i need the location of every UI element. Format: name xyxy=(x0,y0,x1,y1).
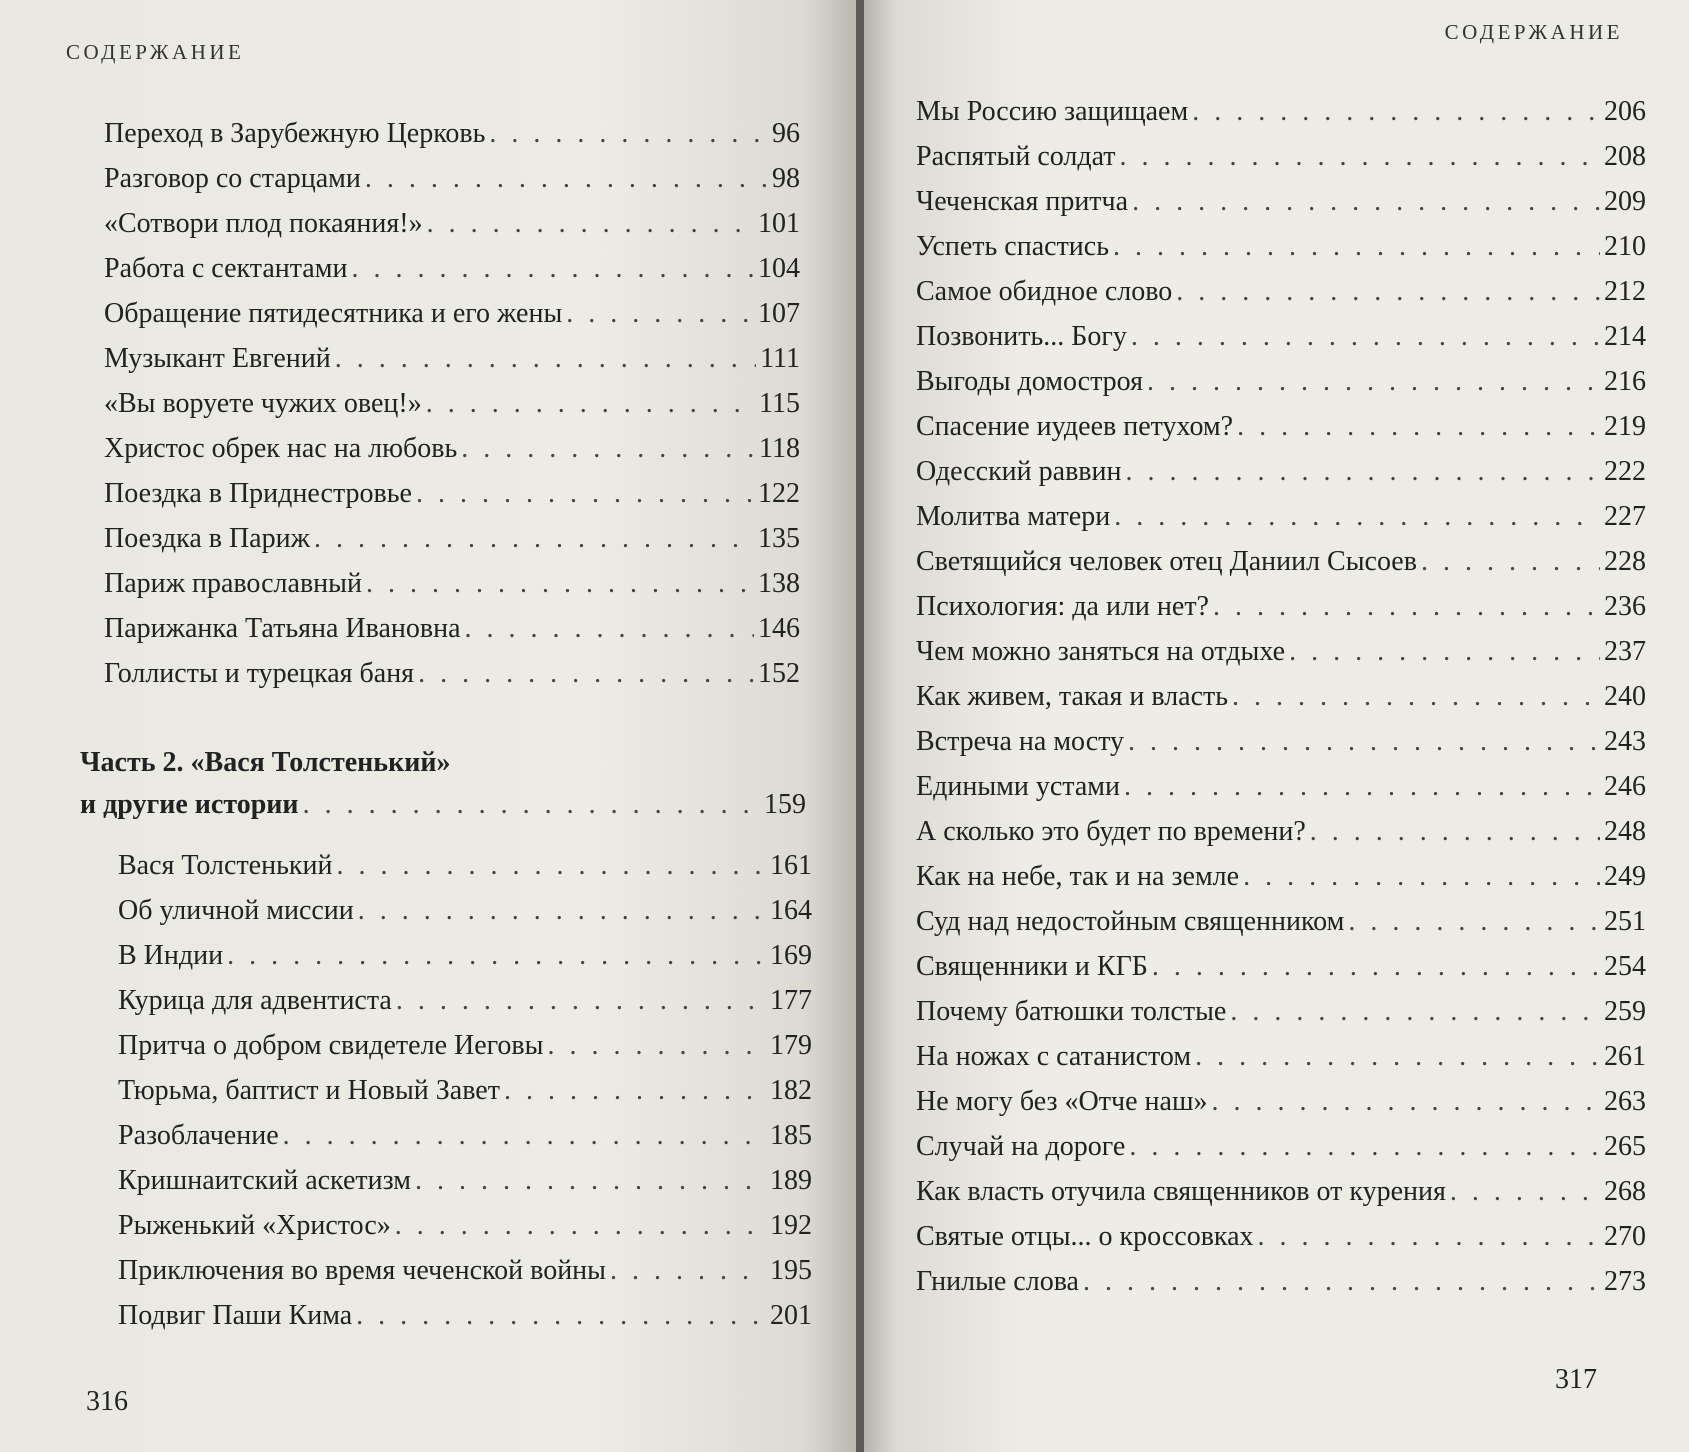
running-head: СОДЕРЖАНИЕ xyxy=(1444,20,1623,44)
dot-leader xyxy=(547,1023,766,1068)
toc-entry xyxy=(104,111,800,156)
dot-leader xyxy=(1114,494,1600,539)
toc-entry xyxy=(916,314,1646,359)
dot-leader xyxy=(1152,944,1600,989)
toc-entry-title: Как живем, такая и власть xyxy=(916,681,1229,712)
toc-entry xyxy=(118,1203,812,1248)
toc-entry-page: 240 xyxy=(1604,681,1646,712)
toc-entry-title: Христос обрек нас на любовь xyxy=(104,433,458,464)
toc-entry xyxy=(104,381,800,426)
dot-leader xyxy=(1131,314,1600,359)
dot-leader xyxy=(1192,89,1600,134)
toc-entry-page: 96 xyxy=(772,118,800,149)
dot-leader xyxy=(1450,1169,1600,1214)
dot-leader xyxy=(314,516,754,561)
toc-entry-title: Как на небе, так и на земле xyxy=(916,861,1240,892)
dot-leader xyxy=(358,888,766,933)
toc-entry xyxy=(118,1023,812,1068)
dot-leader xyxy=(1213,584,1600,629)
dot-leader xyxy=(1176,269,1600,314)
toc-entry-page: 214 xyxy=(1604,321,1646,352)
dot-leader xyxy=(1258,1214,1600,1259)
dot-leader xyxy=(461,426,755,471)
toc-entry xyxy=(104,606,800,651)
toc-entry-title: Позвонить... Богу xyxy=(916,321,1127,352)
toc-entry-title: Поездка в Приднестровье xyxy=(104,478,412,509)
toc-entry xyxy=(916,629,1646,674)
toc-entry xyxy=(916,1214,1646,1259)
toc-entry-page: 138 xyxy=(758,568,800,599)
dot-leader xyxy=(1129,1124,1600,1169)
toc-entry-title: Курица для адвентиста xyxy=(118,985,392,1016)
dot-leader xyxy=(1195,1034,1600,1079)
dot-leader xyxy=(1113,224,1600,269)
toc-entry xyxy=(916,764,1646,809)
toc-entry-page: 179 xyxy=(770,1030,812,1061)
dot-leader xyxy=(1124,764,1600,809)
dot-leader xyxy=(427,201,754,246)
toc-entry-title: Тюрьма, баптист и Новый Завет xyxy=(118,1075,500,1106)
dot-leader xyxy=(356,1293,766,1338)
toc-entry xyxy=(118,1158,812,1203)
toc-entry xyxy=(104,156,800,201)
dot-leader xyxy=(1120,134,1600,179)
dot-leader xyxy=(1212,1079,1601,1124)
toc-entry-page: 182 xyxy=(770,1075,812,1106)
toc-entry-title: Приключения во время чеченской войны xyxy=(118,1255,606,1286)
dot-leader xyxy=(1348,899,1600,944)
page-number: 317 xyxy=(1555,1364,1597,1395)
toc-entry xyxy=(104,651,800,696)
toc-entry-page: 212 xyxy=(1604,276,1646,307)
toc-entry xyxy=(104,471,800,516)
toc-entry-title: Святые отцы... о кроссовках xyxy=(916,1221,1254,1252)
dot-leader xyxy=(283,1113,766,1158)
toc-entry-page: 201 xyxy=(770,1300,812,1331)
toc-entry-page: 164 xyxy=(770,895,812,926)
toc-entry xyxy=(118,978,812,1023)
toc-entry-title: Одесский раввин xyxy=(916,456,1122,487)
toc-entry-title: Успеть спастись xyxy=(916,231,1109,262)
toc-entry xyxy=(118,843,812,888)
part-heading xyxy=(80,742,806,826)
toc-entry-title: Вася Толстенький xyxy=(118,850,333,881)
part-title-line2: и другие истории xyxy=(80,789,299,820)
dot-leader xyxy=(1421,539,1600,584)
toc-list xyxy=(104,111,800,696)
dot-leader xyxy=(335,336,756,381)
toc-entry xyxy=(916,1259,1646,1304)
toc-entry xyxy=(104,201,800,246)
toc-entry-page: 98 xyxy=(772,163,800,194)
part-title-line1: Часть 2. «Вася Толстенький» xyxy=(80,747,451,778)
toc-entry-page: 161 xyxy=(770,850,812,881)
dot-leader xyxy=(351,246,754,291)
toc-list xyxy=(118,843,812,1338)
dot-leader xyxy=(1310,809,1600,854)
toc-entry-page: 249 xyxy=(1604,861,1646,892)
toc-entry xyxy=(916,404,1646,449)
toc-entry-title: Притча о добром свидетеле Иеговы xyxy=(118,1030,544,1061)
dot-leader xyxy=(1232,674,1600,719)
toc-entry-page: 104 xyxy=(758,253,800,284)
dot-leader xyxy=(489,111,768,156)
toc-entry-title: Не могу без «Отче наш» xyxy=(916,1086,1208,1117)
toc-entry-title: Переход в Зарубежную Церковь xyxy=(104,118,486,149)
dot-leader xyxy=(1289,629,1600,674)
toc-entry-title: Чеченская притча xyxy=(916,186,1129,217)
toc-entry-title: Едиными устами xyxy=(916,771,1120,802)
dot-leader xyxy=(336,843,766,888)
toc-entry xyxy=(118,888,812,933)
dot-leader xyxy=(1237,404,1600,449)
toc-entry-page: 122 xyxy=(758,478,800,509)
part-page-number: 159 xyxy=(764,789,806,820)
dot-leader xyxy=(610,1248,766,1293)
right-page xyxy=(864,0,1689,1452)
toc-entry-title: Разоблачение xyxy=(118,1120,279,1151)
toc-entry-page: 146 xyxy=(758,613,800,644)
toc-entry xyxy=(916,179,1646,224)
toc-entry-title: Гнилые слова xyxy=(916,1266,1079,1297)
toc-entry-title: Чем можно заняться на отдыхе xyxy=(916,636,1286,667)
toc-entry-title: На ножах с сатанистом xyxy=(916,1041,1192,1072)
toc-entry-page: 237 xyxy=(1604,636,1646,667)
dot-leader xyxy=(465,606,754,651)
toc-entry xyxy=(916,584,1646,629)
toc-entry-page: 265 xyxy=(1604,1131,1646,1162)
toc-entry xyxy=(916,1079,1646,1124)
toc-entry-page: 251 xyxy=(1604,906,1646,937)
dot-leader xyxy=(1230,989,1600,1034)
toc-entry-page: 111 xyxy=(760,343,800,374)
toc-entry xyxy=(916,134,1646,179)
toc-entry-page: 261 xyxy=(1604,1041,1646,1072)
dot-leader xyxy=(566,291,754,336)
toc-entry-page: 216 xyxy=(1604,366,1646,397)
toc-entry-page: 107 xyxy=(758,298,800,329)
dot-leader xyxy=(365,156,768,201)
toc-entry-title: Молитва матери xyxy=(916,501,1111,532)
toc-entry-page: 169 xyxy=(770,940,812,971)
toc-entry-title: Поездка в Париж xyxy=(104,523,310,554)
toc-entry xyxy=(104,561,800,606)
dot-leader xyxy=(303,784,760,826)
toc-entry xyxy=(118,1248,812,1293)
toc-entry xyxy=(118,933,812,978)
toc-entry-page: 263 xyxy=(1604,1086,1646,1117)
toc-entry xyxy=(916,539,1646,584)
toc-entry xyxy=(916,89,1646,134)
dot-leader xyxy=(1128,719,1600,764)
toc-entry xyxy=(916,719,1646,764)
toc-entry-page: 206 xyxy=(1604,96,1646,127)
toc-entry-page: 208 xyxy=(1604,141,1646,172)
toc-list xyxy=(916,89,1646,1304)
toc-entry-page: 185 xyxy=(770,1120,812,1151)
toc-entry xyxy=(916,494,1646,539)
toc-entry-page: 118 xyxy=(759,433,800,464)
toc-entry xyxy=(104,336,800,381)
toc-entry-title: Об уличной миссии xyxy=(118,895,354,926)
toc-entry-page: 101 xyxy=(758,208,800,239)
toc-entry xyxy=(916,809,1646,854)
toc-entry-page: 135 xyxy=(758,523,800,554)
dot-leader xyxy=(366,561,754,606)
toc-entry-page: 209 xyxy=(1604,186,1646,217)
toc-entry-title: Разговор со старцами xyxy=(104,163,361,194)
toc-entry xyxy=(104,246,800,291)
toc-entry xyxy=(916,944,1646,989)
toc-entry-title: «Вы воруете чужих овец!» xyxy=(104,388,422,419)
dot-leader xyxy=(395,1203,766,1248)
toc-entry-page: 268 xyxy=(1604,1176,1646,1207)
toc-entry-title: Париж православный xyxy=(104,568,362,599)
toc-entry-page: 177 xyxy=(770,985,812,1016)
toc-entry xyxy=(916,449,1646,494)
toc-entry-page: 222 xyxy=(1604,456,1646,487)
toc-entry xyxy=(118,1293,812,1338)
toc-entry xyxy=(916,899,1646,944)
toc-entry-page: 152 xyxy=(758,658,800,689)
toc-entry xyxy=(916,269,1646,314)
toc-entry-title: Музыкант Евгений xyxy=(104,343,331,374)
toc-entry-title: Светящийся человек отец Даниил Сысоев xyxy=(916,546,1417,577)
toc-entry-title: Встреча на мосту xyxy=(916,726,1125,757)
toc-entry-page: 228 xyxy=(1604,546,1646,577)
dot-leader xyxy=(1132,179,1600,224)
toc-entry-title: Работа с сектантами xyxy=(104,253,348,284)
toc-entry-page: 189 xyxy=(770,1165,812,1196)
toc-entry xyxy=(916,224,1646,269)
toc-entry xyxy=(916,1034,1646,1079)
toc-entry xyxy=(104,291,800,336)
dot-leader xyxy=(504,1068,766,1113)
toc-entry-title: В Индии xyxy=(118,940,224,971)
toc-entry-page: 195 xyxy=(770,1255,812,1286)
dot-leader xyxy=(396,978,766,1023)
toc-entry-title: Священники и КГБ xyxy=(916,951,1148,982)
dot-leader xyxy=(418,651,754,696)
page-number: 316 xyxy=(86,1386,128,1417)
toc-entry-title: Подвиг Паши Кима xyxy=(118,1300,353,1331)
toc-entry xyxy=(916,1124,1646,1169)
dot-leader xyxy=(227,933,766,978)
running-head: СОДЕРЖАНИЕ xyxy=(66,40,245,64)
toc-entry-title: Суд над недостойным священником xyxy=(916,906,1345,937)
toc-entry-title: Парижанка Татьяна Ивановна xyxy=(104,613,461,644)
dot-leader xyxy=(426,381,755,426)
toc-entry xyxy=(916,359,1646,404)
toc-entry-title: Почему батюшки толстые xyxy=(916,996,1227,1027)
toc-entry-page: 192 xyxy=(770,1210,812,1241)
toc-entry-title: Самое обидное слово xyxy=(916,276,1173,307)
toc-entry xyxy=(104,426,800,471)
toc-entry-title: Спасение иудеев петухом? xyxy=(916,411,1234,442)
toc-entry xyxy=(916,674,1646,719)
toc-entry-page: 254 xyxy=(1604,951,1646,982)
dot-leader xyxy=(416,471,754,516)
toc-entry xyxy=(916,989,1646,1034)
dot-leader xyxy=(1243,854,1600,899)
toc-entry-page: 243 xyxy=(1604,726,1646,757)
toc-entry-title: А сколько это будет по времени? xyxy=(916,816,1306,847)
dot-leader xyxy=(1126,449,1601,494)
toc-entry xyxy=(118,1068,812,1113)
toc-entry xyxy=(104,516,800,561)
toc-entry-title: Кришнаитский аскетизм xyxy=(118,1165,411,1196)
toc-entry-page: 227 xyxy=(1604,501,1646,532)
toc-entry-title: Случай на дороге xyxy=(916,1131,1126,1162)
dot-leader xyxy=(1147,359,1600,404)
toc-entry xyxy=(118,1113,812,1158)
toc-entry-title: Рыженький «Христос» xyxy=(118,1210,391,1241)
toc-entry xyxy=(916,854,1646,899)
toc-entry-title: Распятый солдат xyxy=(916,141,1116,172)
toc-entry-title: Мы Россию защищаем xyxy=(916,96,1189,127)
toc-entry xyxy=(916,1169,1646,1214)
toc-entry-page: 259 xyxy=(1604,996,1646,1027)
part-title-line2-row xyxy=(80,784,806,826)
toc-entry-title: Обращение пятидесятника и его жены xyxy=(104,298,563,329)
toc-entry-page: 248 xyxy=(1604,816,1646,847)
dot-leader xyxy=(415,1158,766,1203)
toc-entry-title: Психология: да или нет? xyxy=(916,591,1209,622)
toc-entry-page: 246 xyxy=(1604,771,1646,802)
toc-entry-page: 115 xyxy=(759,388,800,419)
toc-entry-page: 210 xyxy=(1604,231,1646,262)
toc-entry-title: «Сотвори плод покаяния!» xyxy=(104,208,423,239)
toc-entry-title: Как власть отучила священников от курения xyxy=(916,1176,1446,1207)
toc-entry-page: 236 xyxy=(1604,591,1646,622)
toc-entry-page: 270 xyxy=(1604,1221,1646,1252)
toc-entry-title: Выгоды домостроя xyxy=(916,366,1144,397)
toc-entry-page: 219 xyxy=(1604,411,1646,442)
toc-entry-page: 273 xyxy=(1604,1266,1646,1297)
dot-leader xyxy=(1083,1259,1600,1304)
toc-entry-title: Голлисты и турецкая баня xyxy=(104,658,415,689)
